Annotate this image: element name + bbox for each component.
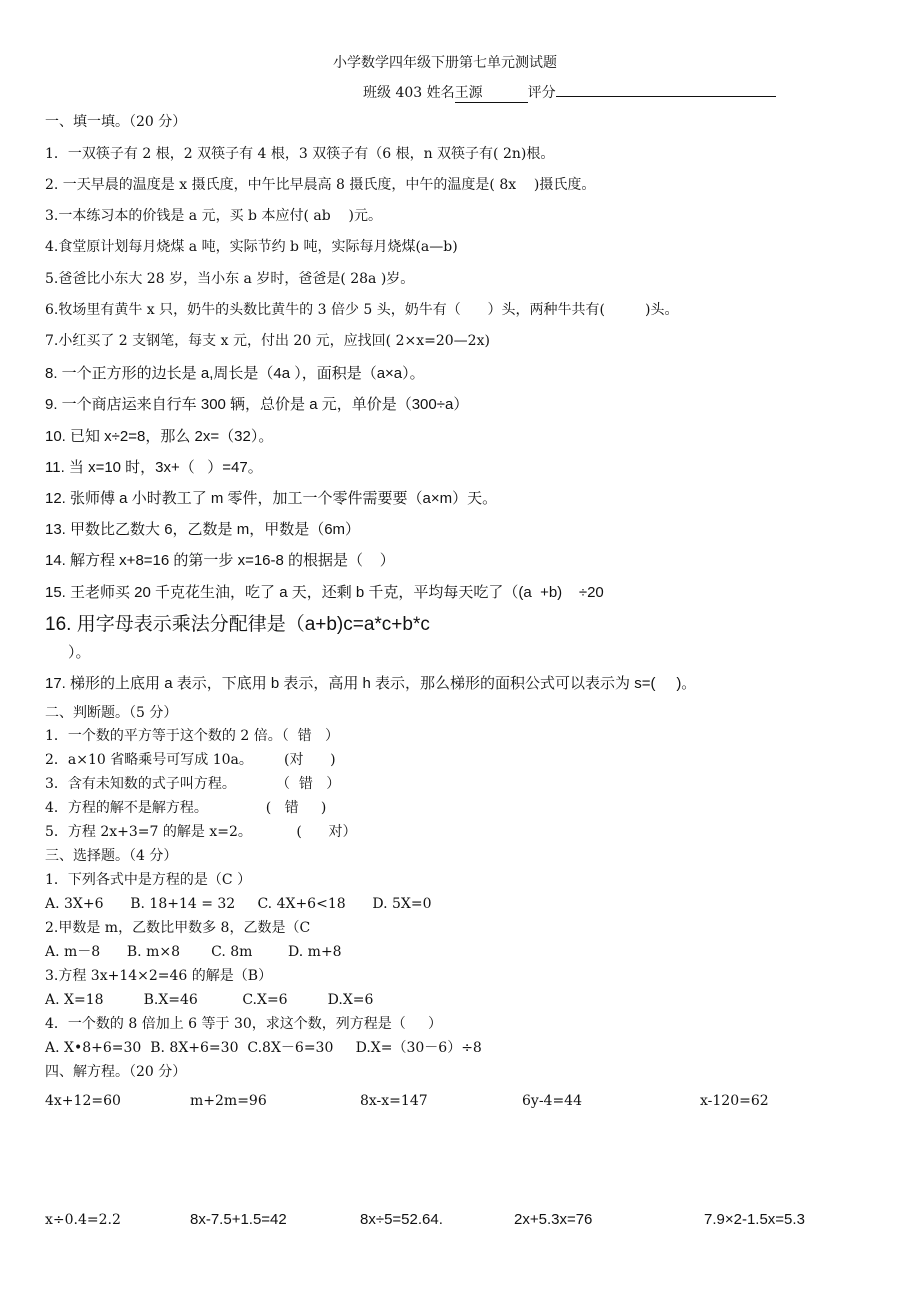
question-1-6: 6.牧场里有黄牛 x 只，奶牛的头数比黄牛的 3 倍少 5 头，奶牛有（ ）头，两种牛共有( )头。 xyxy=(45,302,679,318)
choice-question-2: 2.甲数是 m，乙数比甲数多 8，乙数是（C xyxy=(45,920,311,936)
question-1-11: 11. 当 x=10 时，3x+（ ）=47。 xyxy=(45,459,263,476)
equation-2-4: 2x+5.3x=76 xyxy=(514,1211,593,1228)
equation-1-4: 6y-4=44 xyxy=(522,1093,582,1109)
judge-item-5: 5．方程 2x+3=7 的解是 x=2。 ( 对） xyxy=(45,824,357,840)
question-1-7: 7.小红买了 2 支钢笔，每支 x 元，付出 20 元，应找回( 2×x=20—2x) xyxy=(45,333,490,349)
question-1-16-continued: ）。 xyxy=(68,644,91,661)
question-1-4: 4.食堂原计划每月烧煤 a 吨，实际节约 b 吨，实际每月烧煤(a—b) xyxy=(45,239,458,255)
question-1-12: 12. 张师傅 a 小时教工了 m 零件，加工一个零件需要要（a×m）天。 xyxy=(45,490,498,507)
question-1-14: 14. 解方程 x+8=16 的第一步 x=16-8 的根据是（ ） xyxy=(45,552,395,569)
question-1-16: 16. 用字母表示乘法分配律是（a+b)c=a*c+b*c xyxy=(45,614,430,635)
question-1-1: 1．一双筷子有 2 根，2 双筷子有 4 根，3 双筷子有（6 根，n 双筷子有( 2n)根。 xyxy=(45,146,555,162)
question-1-5: 5.爸爸比小东大 28 岁，当小东 a 岁时，爸爸是( 28a )岁。 xyxy=(45,271,415,287)
equation-1-3: 8x-x=147 xyxy=(360,1093,428,1109)
student-name: 王源 xyxy=(455,82,528,103)
equation-1-5: x-120=62 xyxy=(700,1093,769,1109)
question-1-10: 10. 已知 x÷2=8，那么 2x=（32）。 xyxy=(45,428,274,445)
choice-options-3: A. X=18 B.X=46 C.X=6 D.X=6 xyxy=(45,992,374,1008)
question-1-13: 13. 甲数比乙数大 6，乙数是 m，甲数是（6m） xyxy=(45,521,361,538)
class-label: 班级 403 姓名 xyxy=(363,85,455,101)
section1-heading: 一、填一填。（20 分） xyxy=(45,114,187,130)
score-label: 评分 xyxy=(527,85,556,101)
choice-question-4: 4．一个数的 8 倍加上 6 等于 30，求这个数，列方程是（ ） xyxy=(45,1016,443,1032)
equation-2-5: 7.9×2-1.5x=5.3 xyxy=(704,1211,805,1228)
choice-options-4: A. X•8+6=30 B. 8X+6=30 C.8X－6=30 D.X=（30－6）÷8 xyxy=(45,1040,482,1056)
choice-question-1: 1．下列各式中是方程的是（C ） xyxy=(45,872,252,888)
equation-1-1: 4x+12=60 xyxy=(45,1093,121,1109)
judge-item-2: 2．a×10 省略乘号可写成 10a。 (对 ) xyxy=(45,752,336,768)
judge-item-4: 4．方程的解不是解方程。 ( 错 ) xyxy=(45,800,327,816)
equation-2-1: x÷0.4=2.2 xyxy=(45,1212,121,1228)
question-1-8: 8. 一个正方形的边长是 a,周长是（4a ），面积是（a×a）。 xyxy=(45,365,425,382)
question-1-17: 17. 梯形的上底用 a 表示，下底用 b 表示，高用 h 表示，那么梯形的面积公式可以表示为 s=( )。 xyxy=(45,675,697,692)
question-1-3: 3.一本练习本的价钱是 a 元，买 b 本应付( ab )元。 xyxy=(45,208,382,224)
question-1-2: 2. 一天早晨的温度是 x 摄氏度，中午比早晨高 8 摄氏度，中午的温度是( 8x )摄氏度。 xyxy=(45,177,596,193)
question-1-9: 9. 一个商店运来自行车 300 辆，总价是 a 元，单价是（300÷a） xyxy=(45,396,469,413)
section2-heading: 二、判断题。（5 分） xyxy=(45,705,178,721)
worksheet-title: 小学数学四年级下册第七单元测试题 xyxy=(333,55,557,71)
header-info xyxy=(363,82,776,103)
section4-heading: 四、解方程。（20 分） xyxy=(45,1064,187,1080)
equation-1-2: m+2m=96 xyxy=(190,1093,267,1109)
equation-2-3: 8x÷5=52.64. xyxy=(360,1211,443,1228)
question-1-15: 15. 王老师买 20 千克花生油，吃了 a 天，还剩 b 千克，平均每天吃了（(a +b) ÷20 xyxy=(45,584,604,601)
judge-item-1: 1．一个数的平方等于这个数的 2 倍。（ 错 ） xyxy=(45,728,339,744)
choice-options-2: A. m－8 B. m×8 C. 8m D. m+8 xyxy=(45,944,342,960)
choice-options-1: A. 3X+6 B. 18+14 = 32 C. 4X+6<18 D. 5X=0 xyxy=(45,896,432,912)
equation-2-2: 8x-7.5+1.5=42 xyxy=(190,1211,287,1228)
judge-item-3: 3．含有未知数的式子叫方程。 （ 错 ） xyxy=(45,776,341,792)
section3-heading: 三、选择题。（4 分） xyxy=(45,848,178,864)
choice-question-3: 3.方程 3x+14×2=46 的解是（B） xyxy=(45,968,273,984)
score-blank xyxy=(556,96,776,97)
